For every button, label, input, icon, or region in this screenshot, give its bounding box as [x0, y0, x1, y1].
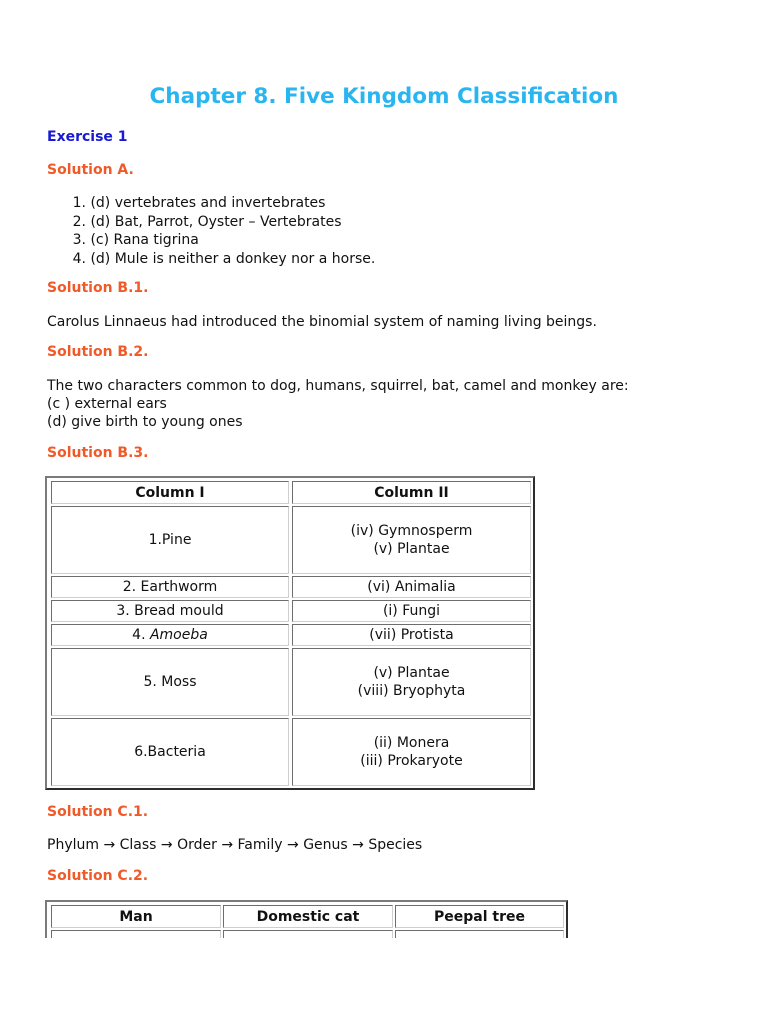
solution-b3-heading: Solution B.3. [47, 445, 149, 461]
list-item: 2. (d) Bat, Parrot, Oyster – Vertebrates [72, 213, 342, 230]
table-header-column-2: Column II [292, 481, 531, 504]
list-item: 1. (d) vertebrates and invertebrates [72, 195, 326, 211]
solution-a-heading: Solution A. [47, 162, 134, 178]
table-header-man: Man [51, 905, 221, 928]
solution-b1-heading: Solution B.1. [47, 280, 149, 296]
list-item: 4. (d) Mule is neither a donkey nor a horse. [72, 250, 376, 267]
solution-b1-text: Carolus Linnaeus had introduced the binomial system of naming living beings. [47, 314, 597, 330]
table-cell: 5. Moss [51, 648, 289, 716]
solution-b2-line: The two characters common to dog, humans, squirrel, bat, camel and monkey are: [47, 378, 629, 394]
table-cell: (i) Fungi [292, 600, 531, 622]
solution-a-list [47, 194, 375, 268]
table-cell [51, 930, 221, 938]
table-cell [223, 930, 393, 938]
table-cell [395, 930, 564, 938]
table-header-peepal-tree: Peepal tree [395, 905, 564, 928]
solution-c1-text: Phylum → Class → Order → Family → Genus → Species [47, 837, 423, 853]
exercise-heading: Exercise 1 [47, 129, 128, 145]
table-cell: 2. Earthworm [51, 576, 289, 598]
solution-b2-line: (c ) external ears [47, 396, 167, 412]
table-cell: (v) Plantae (viii) Bryophyta [292, 648, 531, 716]
solution-b2-heading: Solution B.2. [47, 344, 149, 360]
page-title: Chapter 8. Five Kingdom Classification [149, 84, 619, 109]
solution-c2-heading: Solution C.2. [47, 868, 149, 884]
solution-b2-line: (d) give birth to young ones [47, 414, 243, 430]
table-cell: 4. Amoeba [51, 624, 289, 646]
list-item: 3. (c) Rana tigrina [72, 232, 199, 248]
table-cell: 6.Bacteria [51, 718, 289, 786]
table-cell: 3. Bread mould [51, 600, 289, 622]
comparison-table [45, 900, 568, 938]
table-header-domestic-cat: Domestic cat [223, 905, 393, 928]
solution-c1-heading: Solution C.1. [47, 804, 149, 820]
match-table [45, 476, 535, 790]
table-cell: (ii) Monera (iii) Prokaryote [292, 718, 531, 786]
table-cell: 1.Pine [51, 506, 289, 574]
table-header-column-1: Column I [51, 481, 289, 504]
table-cell: (iv) Gymnosperm (v) Plantae [292, 506, 531, 574]
table-cell: (vi) Animalia [292, 576, 531, 598]
table-cell: (vii) Protista [292, 624, 531, 646]
